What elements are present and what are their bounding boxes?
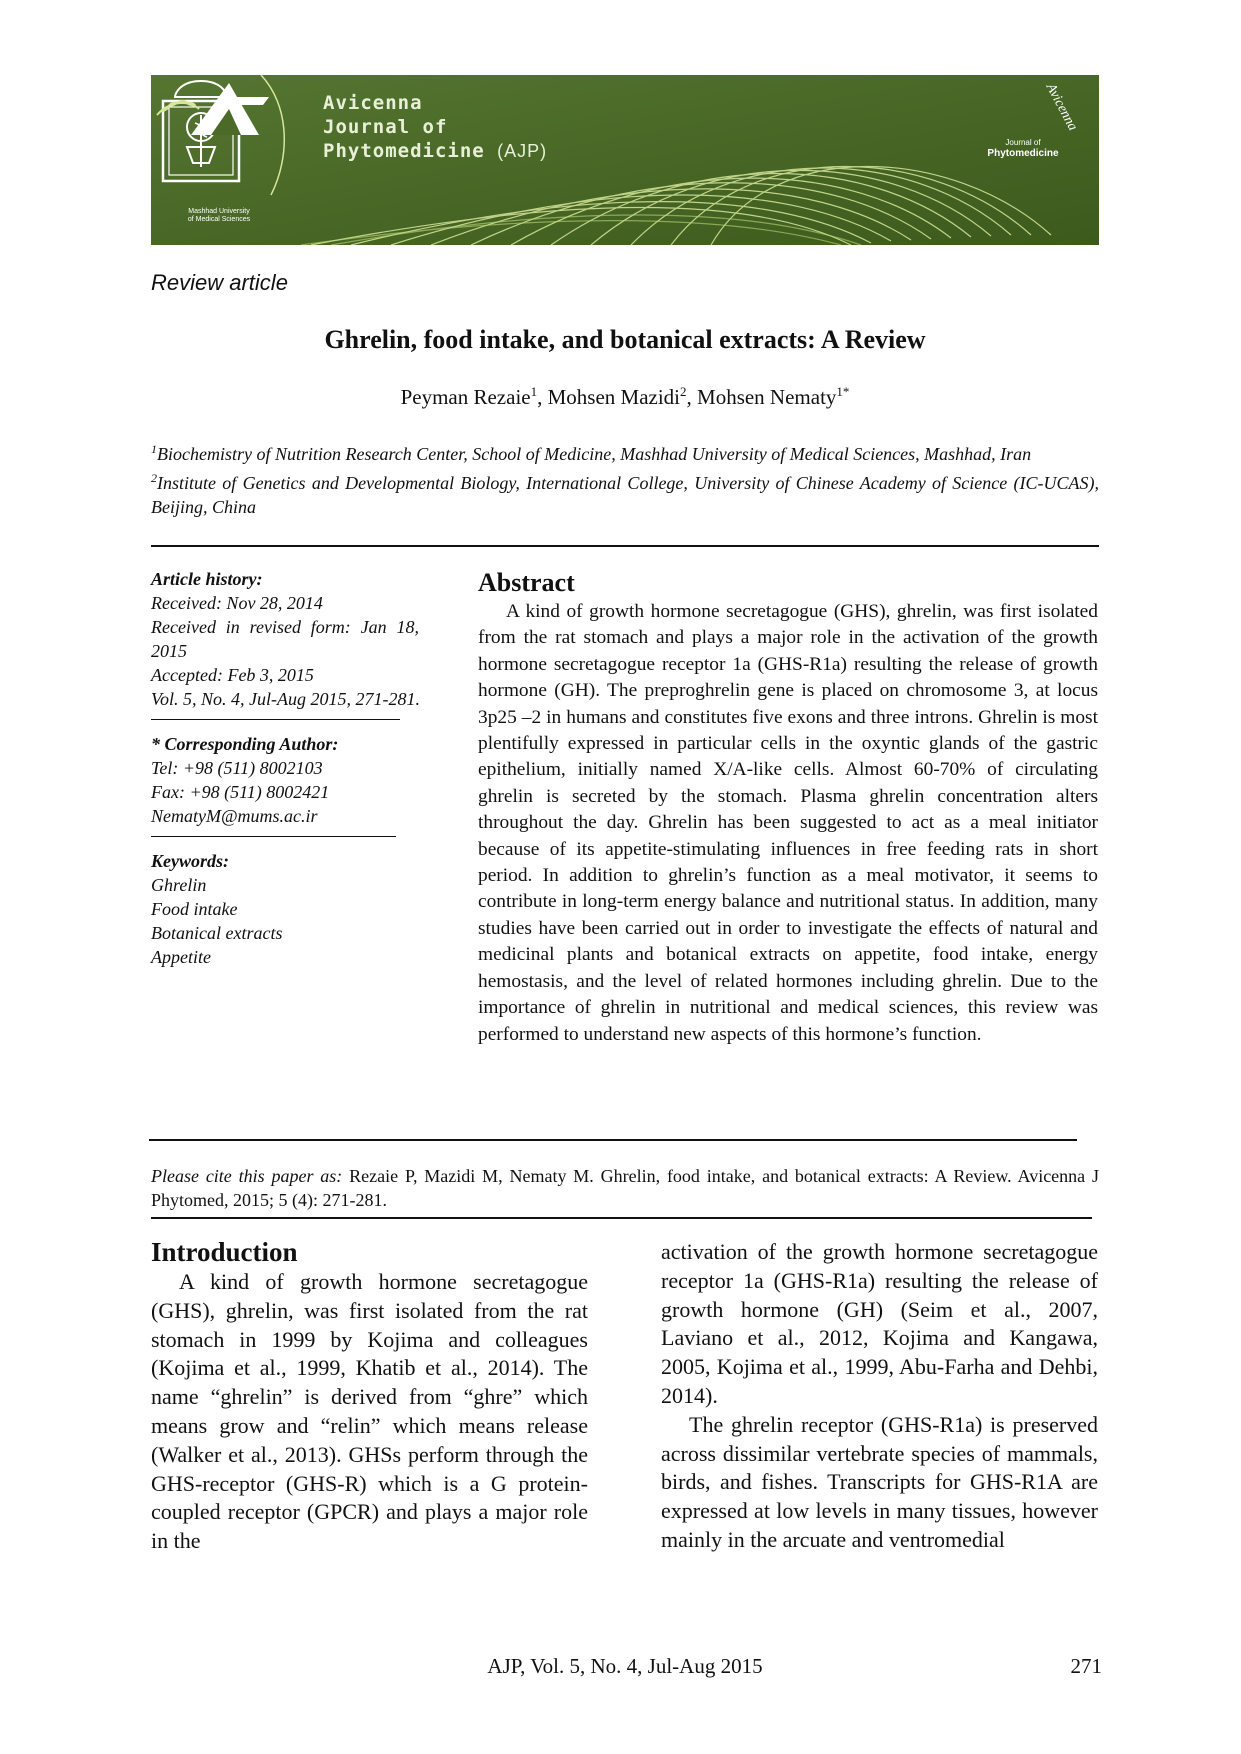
corresponding-author	[151, 732, 426, 828]
author-list: Peyman Rezaie$^1$, Mohsen Mazidi$^2$, Mohsen Nematy$^{1*}$	[400, 384, 850, 409]
divider	[151, 719, 400, 720]
university-name-line1: Mashhad University	[188, 208, 250, 215]
journal-logo-icon	[151, 75, 291, 225]
affiliation: $^2$Institute of Genetics and Developmental Biology, International College, University of Chinese Academy of Science (IC-UCAS), Beijing, China	[151, 471, 1099, 517]
body-paragraph: The ghrelin receptor (GHS-R1a) is preserved across dissimilar vertebrate species of mammals, birds, and fishes. Transcripts for GHS-R1A are expressed at low levels in many tissues, however mainly in the arcuate and ventromedial	[661, 1411, 1098, 1552]
journal-title	[323, 91, 547, 163]
journal-title-line1: Avicenna	[323, 92, 423, 114]
phone-number: Tel: +98 (511) 8002103	[151, 758, 323, 778]
citation	[151, 1164, 1099, 1212]
logo-caption-line1: Journal of	[1005, 138, 1041, 147]
volume-info: Vol. 5, No. 4, Jul-Aug 2015, 271-281.	[151, 689, 420, 709]
article-type: Review article	[151, 270, 288, 295]
affiliation: $^1$Biochemistry of Nutrition Research Center, School of Medicine, Mashhad University of Medical Sciences, Mashhad, Iran	[151, 442, 1032, 464]
revised-date: Received in revised form: Jan 18, 2015	[151, 617, 419, 661]
fax-number: Fax: +98 (511) 8002421	[151, 782, 330, 802]
keywords	[151, 849, 426, 969]
article-info-sidebar	[151, 567, 426, 969]
author-affiliation-marker: 1*	[836, 384, 850, 399]
body-paragraph: A kind of growth hormone secretagogue (GHS), ghrelin, was first isolated from the rat stomach in 1999 by Kojima and colleagues (Kojima et al., 1999, Khatib et al., 2014). The name “ghrelin” is derived from “ghre” which means grow and “relin” which means release (Walker et al., 2013). GHSs perform through the GHS-receptor (GHS-R) which is a G protein-coupled receptor (GPCR) and plays a major role in the	[151, 1269, 588, 1554]
page-number: 271	[1070, 1654, 1102, 1678]
author-name: Mohsen Nematy	[697, 385, 837, 409]
body-paragraph: activation of the growth hormone secretagogue receptor 1a (GHS-R1a) resulting the release of growth hormone (GH) (Seim et al., 2007, Laviano et al., 2012, Kojima and Kangawa, 2005, Kojima et al., 1999, Abu-Farha and Dehbi, 2014).	[661, 1239, 1098, 1408]
banner-leaf-graphic	[151, 75, 1099, 245]
email-address[interactable]: NematyM@mums.ac.ir	[151, 806, 318, 826]
author-name: Peyman Rezaie	[400, 385, 531, 409]
abstract	[478, 567, 1098, 1048]
divider	[151, 545, 1099, 547]
corresponding-author-heading: * Corresponding Author:	[151, 734, 339, 754]
keyword: Appetite	[151, 947, 211, 967]
body-column-right	[661, 1238, 1098, 1555]
keyword: Botanical extracts	[151, 923, 283, 943]
article-history	[151, 567, 426, 711]
body-column-left	[151, 1236, 588, 1556]
received-date: Received: Nov 28, 2014	[151, 593, 323, 613]
journal-title-line2: Journal of	[323, 116, 448, 138]
journal-abbr: (AJP)	[497, 141, 548, 161]
abstract-text: A kind of growth hormone secretagogue (GHS), ghrelin, was first isolated from the rat stomach and plays a major role in the activation of the growth hormone secretagogue receptor 1a (GHS-R1a) resulting the release of growth hormone (GH). The preproghrelin gene is placed on chromosome 3, at locus 3p25 –2 in humans and constitutes five exons and three introns. Ghrelin is most plentifully expressed in particular cells in the oxyntic glands of the gastric epithelium, initially named X/A-like cells. Almost 60-70% of circulating ghrelin is secreted by the stomach. Plasma ghrelin concentration alters throughout the day. Ghrelin has been suggested to act as a meal initiator because of its appetite-stimulating influences in free feeding rats in short period. In addition to ghrelin’s function as a meal motivator, it seems to contribute in long-term energy balance and nutritional status. In addition, many studies have been carried out in order to investigate the effects of natural and medicinal plants and botanical extracts on appetite, food intake, energy hemostasis, and the level of related hormones including ghrelin. Due to the importance of ghrelin in nutritional and medical sciences, this review was performed to understand new aspects of this hormone’s function.	[478, 601, 1098, 1045]
logo-caption-line2: Phytomedicine	[987, 148, 1059, 159]
footer-journal-ref: AJP, Vol. 5, No. 4, Jul-Aug 2015	[487, 1654, 763, 1678]
author-affiliation-marker: 2	[680, 384, 687, 399]
university-name-line2: of Medical Sciences	[187, 216, 251, 223]
keyword: Ghrelin	[151, 875, 207, 895]
citation-text: Rezaie P, Mazidi M, Nematy M. Ghrelin, food intake, and botanical extracts: A Review. Avicenna J Phytomed, 2015; 5 (4): 271-281.	[151, 1166, 1099, 1210]
keywords-heading: Keywords:	[151, 851, 229, 871]
journal-logo-caption	[963, 137, 1083, 159]
abstract-heading: Abstract	[478, 568, 575, 597]
author-name: Mohsen Mazidi	[547, 385, 681, 409]
divider	[149, 1139, 1077, 1141]
section-heading: Introduction	[151, 1237, 298, 1267]
article-title: Ghrelin, food intake, and botanical extracts: A Review	[324, 325, 926, 354]
accepted-date: Accepted: Feb 3, 2015	[151, 665, 314, 685]
citation-lead: Please cite this paper as:	[151, 1166, 343, 1186]
journal-title-line3: Phytomedicine (AJP)	[323, 140, 548, 162]
divider	[151, 1217, 1092, 1219]
journal-banner	[151, 75, 1099, 245]
keyword: Food intake	[151, 899, 238, 919]
author-affiliation-marker: 1	[530, 384, 538, 399]
logo-vertical-text: Avicenna	[1042, 81, 1081, 134]
article-history-heading: Article history:	[151, 569, 263, 589]
divider	[151, 836, 396, 837]
affiliations	[151, 437, 1099, 519]
